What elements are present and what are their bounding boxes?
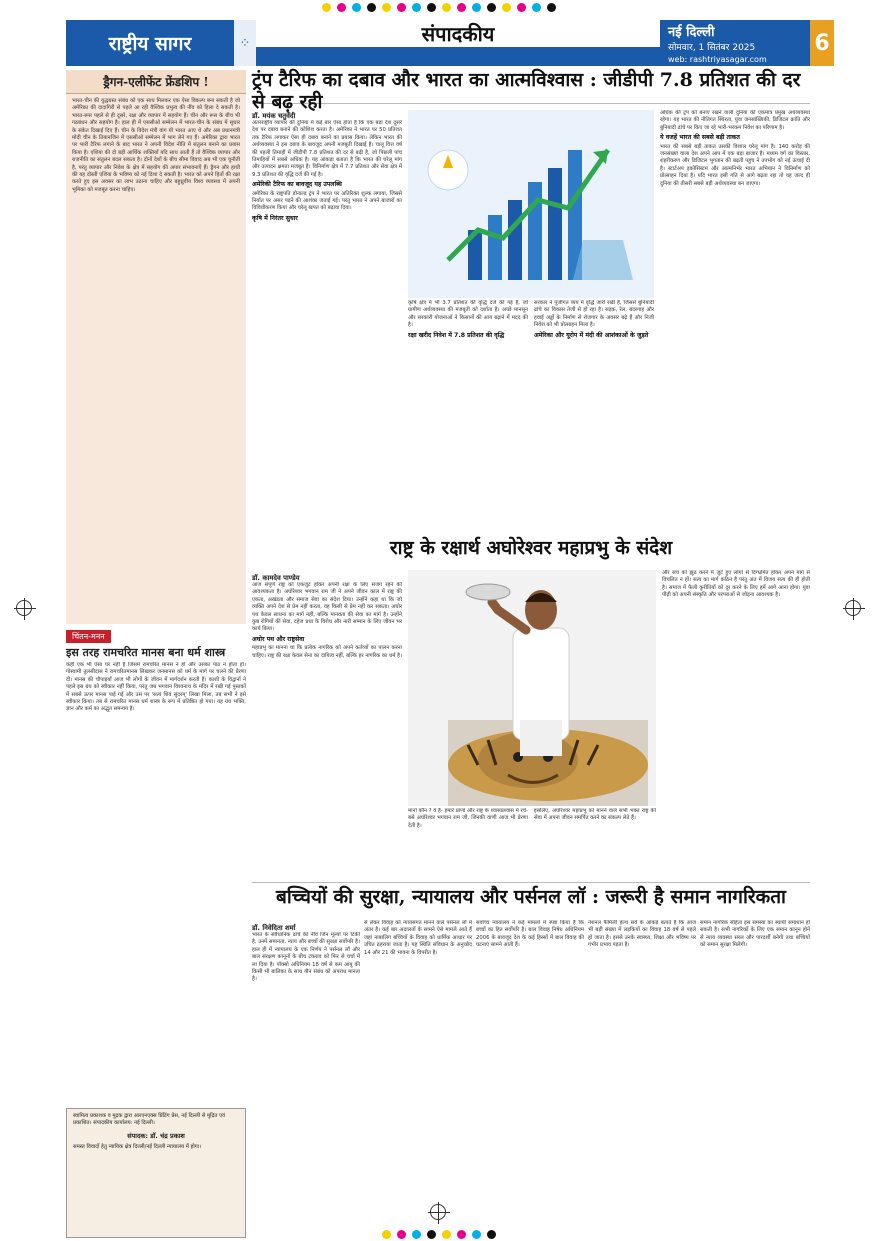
article1-headline: ट्रंप टैरिफ का दबाव और भारत का आत्मविश्वास : जीडीपी 7.8 प्रतिशत की दर से बढ़ रही	[252, 70, 810, 104]
article1-subhead-1: अमेरिकी टैरिफ का बावजूद यह उपलब्धि	[252, 181, 342, 189]
article1-col1b-text: अमेरिका के राष्ट्रपति डोनाल्ड ट्रंप ने भारत पर अतिरिक्त शुल्क लगाया, जिससे निर्यात पर असर पड़ने की आशंका जताई गई। परंतु भारत ने अपने बाजारों का विविधीकरण किया और घरेलू खपत को बढ़ावा दिया।	[252, 190, 402, 212]
jurisdiction-note: समस्त विवादों हेतु न्यायिक क्षेत्र दिल्ली/नई दिल्ली न्यायालय में होगा।	[73, 1144, 202, 1151]
city-label: नई दिल्ली	[668, 25, 715, 40]
article1-subhead-4: अमेरिका और यूरोप में मंदी की आशंकाओं के जुड़ते	[534, 331, 649, 339]
article3-column-5: समान नागरिक संहिता इस समस्या का स्थायी समाधान हो सकती है। सभी नागरिकों के लिए एक समान कानून होने से न्याय व्यवस्था सरल और पारदर्शी बनेगी तथा बच्चियों को समान सुरक्षा मिलेगी।	[700, 920, 810, 949]
article1-below1-text: कृषि क्षेत्र में भी 3.7 प्रतिशत की वृद्धि दर्ज की गई है, जो ग्रामीण अर्थव्यवस्था की मजबूती को दर्शाता है। अच्छे मानसून और सरकारी योजनाओं ने किसानों की आय बढ़ाने में मदद की है।	[408, 300, 528, 329]
side-article-body: कहीं एक भी ऐसा घर नहीं है जिसमें रामचरित मानस न हो और उसका पाठ न होता हो। गोस्वामी तुलसीदास ने रामचरितमानस लिखकर जनमानस को धर्म के मार्ग पर चलने की प्रेरणा दी। मानस की चौपाइयाँ आज भी लोगों के जीवन में मार्गदर्शन करती हैं। काशी के विद्वानों ने पहले इस ग्रंथ को स्वीकार नहीं किया, परंतु जब भगवान विश्वनाथ के मंदिर में रखी गई पुस्तकों में सबसे ऊपर मानस पाई गई और उस पर 'सत्यं शिवं सुंदरम्' लिखा मिला, तब सभी ने इसे स्वीकार किया। तब से रामचरित मानस धर्म शास्त्र के रूप में प्रतिष्ठित हो गया। यह ग्रंथ भक्ति, ज्ञान और कर्म का अद्भुत समन्वय है।	[66, 662, 246, 713]
article1-subhead-3: रक्षा खरीद निवेश में 7.8 प्रतिशत की वृद्धि	[408, 331, 505, 339]
registration-marks-top	[0, 0, 877, 14]
article3-column-1: भारत के संवैधानिक ढांचे की नींव जिन मूल्यों पर टिकी है, उनमें समानता, न्याय और बच्चों की सुरक्षा सर्वोपरि है। हाल ही में न्यायालय के एक निर्णय ने पर्सनल लॉ और बाल संरक्षण कानूनों के बीच टकराव को फिर से चर्चा में ला दिया है। पॉक्सो अधिनियम 18 वर्ष से कम आयु की किसी भी बालिका के साथ यौन संबंध को अपराध मानता है।	[252, 932, 360, 983]
article2-col1b-text: महाप्रभु का मानना था कि प्रत्येक नागरिक को अपने कर्तव्यों का पालन करना चाहिए। राष्ट्र की रक्षा केवल सेना का दायित्व नहीं, बल्कि हर नागरिक का धर्म है।	[252, 645, 402, 659]
article2-subhead-1: अघोर पथ और राष्ट्रसेवा	[252, 635, 305, 643]
section-header	[256, 20, 660, 66]
article1-column-3	[534, 300, 654, 534]
section-tag: चिंतन-मनन	[66, 630, 111, 643]
left-column	[66, 70, 246, 1215]
imprint-box	[66, 1108, 246, 1238]
article1-col4-text: अधिक की ट्रंप को बनाए रखने वाली दुनिया की एकमात्र प्रमुख अर्थव्यवस्था रहेगा। यह भारत की नीतिगत स्थिरता, युवा जनसांख्यिकी, डिजिटल क्रांति और बुनियादी ढांचे पर किए जा रहे भारी-भरकम निवेश का परिणाम है।	[660, 110, 810, 131]
article3-column-2: से लेकर विवाह को न्यायसंगत मानने वाले पर्सनल लॉ में अंतर है। कई बार अदालतों के सामने ऐसे मामले आते हैं जहां नाबालिग बच्चियों के विवाह को धार्मिक आधार पर उचित ठहराया जाता है। यह स्थिति संविधान के अनुच्छेद 14 और 21 की भावना के विपरीत है।	[364, 920, 472, 956]
article1-subhead-5: ये वजहें भारत की सबसे बड़ी ताकत	[660, 134, 740, 142]
dateline	[660, 20, 810, 66]
growth-chart-illustration	[408, 110, 654, 298]
date-label: सोमवार, 1 सितंबर 2025	[668, 43, 756, 53]
dots-pattern-icon: ⁘	[234, 20, 256, 66]
article2-byline: डॉ. कामदेव पाण्डेय	[252, 574, 300, 582]
article1-column-1	[252, 120, 402, 534]
article2-column-1	[252, 582, 402, 876]
article1-subhead-2: कृषि में निरंतर सुधार	[252, 214, 298, 222]
article2-headline: राष्ट्र के रक्षार्थ अघोरेश्वर महाप्रभु के संदेश	[389, 537, 673, 559]
article1-column-2	[408, 300, 528, 534]
saint-portrait-photo	[408, 570, 656, 806]
page-number-badge: 6	[810, 20, 834, 66]
editorial-title: ड्रैगन-एलीफेंट फ्रेंडशिप !	[66, 70, 246, 94]
editorial-body: भारत-चीन की युद्धग्रस्त संबंध को एक साथ मिलकर एक ऐसा विकल्प बना सकती है जो अमेरिका की दादागिरी से पहले आ रही वैश्विक प्रभुत्व की नींव को हिला दे सकती है। भारत-रूस पहले से ही दूसरे, रक्षा और व्यापार में सहयोग हैं। चीन और रूस के बीच भी गठबंधन और सहयोग है। हाल ही में एससीओ सम्मेलन में भारत-चीन के संबंध में सुधार के संकेत दिखाई दिए हैं। चीन के विदेश मंत्री वांग यी भारत आए थे और अब प्रधानमंत्री मोदी चीन के तियानजिन में एससीओ सम्मेलन में भाग लेने गए हैं। अमेरिका द्वारा भारत पर भारी टैरिफ लगाने के बाद भारत ने अपनी विदेश नीति में संतुलन बनाने का प्रयास किया है। एशिया की दो बड़ी आर्थिक शक्तियाँ यदि साथ आती हैं तो वैश्विक व्यापार और राजनीति का संतुलन बदल सकता है। दोनों देशों के बीच सीमा विवाद अब भी एक चुनौती है, परंतु व्यापार और निवेश के क्षेत्र में सहयोग की अपार संभावनाएँ हैं। ड्रैगन और हाथी की यह दोस्ती एशिया के भविष्य को नई दिशा दे सकती है। भारत को अपने हितों की रक्षा करते हुए इस अवसर का लाभ उठाना चाहिए और बहुध्रुवीय विश्व व्यवस्था में अपनी भूमिका को मजबूत करना चाहिए।	[66, 94, 246, 624]
editor-credit: संपादक: डॉ. चंद्र प्रकाश	[127, 1131, 185, 1140]
side-article-title: इस तरह रामचरित मानस बना धर्म शास्त्र	[66, 646, 226, 659]
paper-name: राष्ट्रीय सागर	[66, 20, 234, 66]
article1-col1-text: अंतरराष्ट्रीय व्यापार की दुनिया में कई बार ऐसा होता है कि एक बड़ा देश दूसरे देश पर दबाव बनाने की कोशिश करता है। अमेरिका ने भारत पर 50 प्रतिशत तक टैरिफ लगाकर ऐसा ही दबाव बनाने का प्रयास किया। लेकिन भारत की अर्थव्यवस्था ने इस दबाव के बावजूद अपनी मजबूती दिखाई है। चालू वित्त वर्ष की पहली तिमाही में जीडीपी 7.8 प्रतिशत की दर से बढ़ी है, जो पिछली पांच तिमाहियों में सबसे अधिक है। यह आंकड़ा बताता है कि भारत की घरेलू मांग और उत्पादन क्षमता मजबूत है। विनिर्माण क्षेत्र में 7.7 प्रतिशत और सेवा क्षेत्र में 9.3 प्रतिशत की वृद्धि दर्ज की गई है।	[252, 120, 402, 178]
article2-column-3: और सच को झूठ करने में जुटे हुए लोगों से दिग्भ्रमित होकर अपने मार्ग से विचलित न हों। सत्य का मार्ग कठिन है परंतु अंत में विजय सत्य की ही होती है। समाज में फैली कुरीतियों को दूर करने के लिए हमें आगे आना होगा। युवा पीढ़ी को अपनी संस्कृति और परंपराओं से जोड़ना आवश्यक है।	[662, 570, 810, 599]
website-link[interactable]: web: rashtriyasagar.com	[668, 55, 767, 64]
imprint-text: स्वामित्व प्रकाशक व मुद्रक द्वारा आरएनएक्स प्रिंटिंग प्रेस, नई दिल्ली से मुद्रित एवं प्रकाशित। संपादकीय कार्यालय: नई दिल्ली।	[73, 1113, 225, 1127]
main-content	[252, 70, 810, 1215]
article1-col4b-text: भारत की सबसे बड़ी ताकत उसकी विशाल घरेलू मांग है। 140 करोड़ की जनसंख्या वाला देश अपने आप में एक बड़ा बाजार है। मध्यम वर्ग का विस्तार, शहरीकरण और डिजिटल भुगतान की बढ़ती पहुंच ने उपभोग को नई ऊंचाई दी है। स्टार्टअप इकोसिस्टम और आत्मनिर्भर भारत अभियान ने विनिर्माण को प्रोत्साहन दिया है। यदि भारत इसी गति से आगे बढ़ता रहा तो वह जल्द ही दुनिया की तीसरी सबसे बड़ी अर्थव्यवस्था बन जाएगा।	[660, 143, 810, 187]
section-title: संपादकीय	[256, 20, 660, 50]
article2-caption-left: मानो कौन ? वे हैं- हमारे प्राणों और राष्ट्र के श्वासप्रश्वास में रचे-बसे अघोरेश्वर भगवान राम जी, जिनकी वाणी आज भी प्रेरणा देती है।	[408, 808, 528, 829]
article1-column-4	[660, 110, 810, 534]
article3-byline: डॉ. निवेदिता शर्मा	[252, 924, 296, 932]
article3-column-4: नेशनल फैमिली हेल्थ सर्वे के आंकड़े बताते हैं कि आज भी बड़ी संख्या में लड़कियों का विवाह 18 वर्ष से पहले हो जाता है। इससे उनके स्वास्थ्य, शिक्षा और भविष्य पर गंभीर प्रभाव पड़ता है।	[588, 920, 696, 949]
registration-crosshair-right	[845, 600, 861, 616]
article1-byline: डॉ. मयंक चतुर्वेदी	[252, 112, 296, 120]
masthead	[66, 20, 810, 66]
article3-headline: बच्चियों की सुरक्षा, न्यायालय और पर्सनल लॉ : जरूरी है समान नागरिकता	[252, 882, 810, 910]
section-strip	[256, 50, 660, 66]
article2-caption-right: इसलिए, अघोरेश्वर महाप्रभु को मानने वाले सभी भक्त राष्ट्र की सेवा में अपना जीवन समर्पित करने का संकल्प लेते हैं।	[534, 808, 656, 822]
article2-col1-text: आज संपूर्ण राष्ट्र को एकजुट होकर अपनी रक्षा के लिए सजग रहने की आवश्यकता है। अघोरेश्वर भगवान राम जी ने अपने जीवन काल में राष्ट्र की एकता, अखंडता और समाज सेवा का संदेश दिया। उन्होंने कहा था कि जो व्यक्ति अपने देश से प्रेम नहीं करता, वह किसी से प्रेम नहीं कर सकता। अघोर पथ केवल साधना का मार्ग नहीं, बल्कि मानवता की सेवा का मार्ग है। उन्होंने कुष्ठ रोगियों की सेवा, दहेज प्रथा के विरोध और नारी सम्मान के लिए जीवन भर कार्य किया।	[252, 582, 402, 633]
article3-column-3: सर्वोच्च न्यायालय ने कई मामलों में स्पष्ट किया है कि बच्चों का हित सर्वोपरि है। बाल विवाह निषेध अधिनियम 2006 के बावजूद देश के कई हिस्सों में बाल विवाह की घटनाएं सामने आती हैं।	[476, 920, 584, 949]
article1-below2-text: सरकार ने पूंजीगत व्यय में वृद्धि जारी रखी है, जिससे बुनियादी ढांचे का विकास तेजी से हो रहा है। सड़क, रेल, बंदरगाह और हवाई अड्डों के निर्माण से रोजगार के अवसर बढ़े हैं और निजी निवेश को भी प्रोत्साहन मिला है।	[534, 300, 654, 329]
registration-crosshair-left	[16, 600, 32, 616]
